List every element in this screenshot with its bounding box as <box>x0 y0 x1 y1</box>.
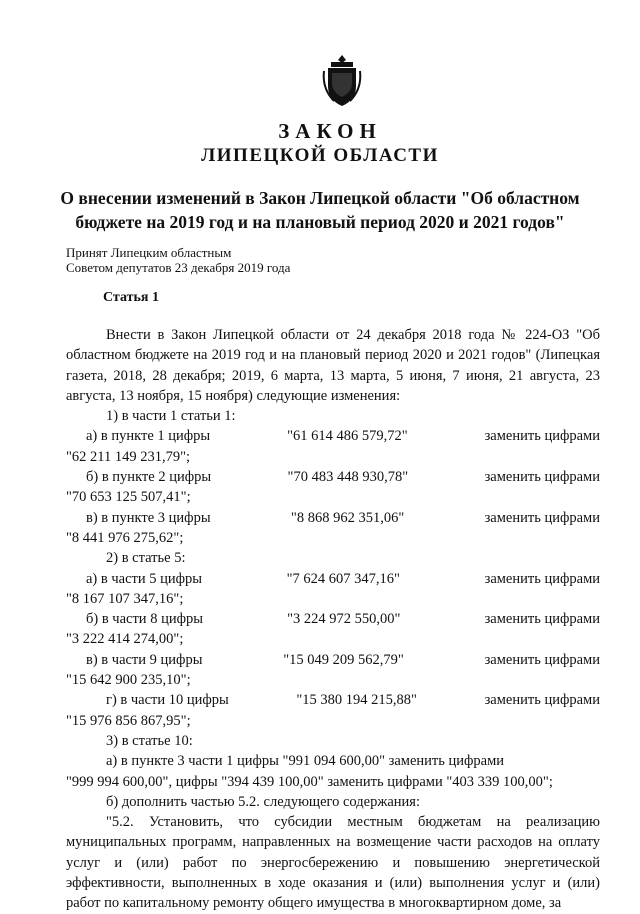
amendment-row <box>66 650 600 670</box>
amendment-action: заменить цифрами <box>484 651 600 668</box>
amendment-new: "8 441 976 275,62"; <box>66 529 184 546</box>
amendment-new: "62 211 149 231,79"; <box>66 448 191 465</box>
part-heading: 3) в статье 10: <box>106 732 193 749</box>
amendment-action: заменить цифрами <box>484 428 600 445</box>
adoption-line: Советом депутатов 23 декабря 2019 года <box>66 260 291 275</box>
amendment-ref: в) в пункте 3 цифры <box>86 509 211 526</box>
amendment-old: "3 224 972 550,00" <box>287 611 401 628</box>
quoted-provision: "5.2. Установить, что субсидии местным бюджетам на реализацию муниципальных программ, направленных на возмещение части расходов на оплату услуг и (или) работ по энергосбережению и повышению энергетической эффективности, выполненных в ходе оказания и (или) выполнения услуг и (или) работ по капитальному ремонту общего имущества в многоквартирном доме, за <box>66 814 600 912</box>
amendment-ref: в) в части 9 цифры <box>86 651 203 668</box>
intro-paragraph: Внести в Закон Липецкой области от 24 декабря 2018 года № 224-ОЗ "Об областном бюджете на 2019 год и на плановый период 2020 и 2021 годов" (Липецкая газета, 2018, 28 декабря; 2019, 6 марта, 13 марта, 5 июня, 7 июня, 21 августа, 23 августа, 13 ноября, 15 ноября) следующие изменения: <box>66 327 600 404</box>
amendment-new: "3 222 414 274,00"; <box>66 631 184 648</box>
amendment-old: "15 380 194 215,88" <box>296 692 417 709</box>
amendment-ref: б) в части 8 цифры <box>86 611 203 628</box>
amendment-ref: а) в части 5 цифры <box>86 570 203 587</box>
amendment-line: а) в пункте 3 части 1 цифры "991 094 600,00" заменить цифрами <box>106 753 505 770</box>
amendment-row <box>66 426 600 446</box>
article-heading: Статья 1 <box>103 290 159 305</box>
article-body <box>66 325 600 914</box>
amendment-row <box>66 609 600 629</box>
law-region: ЛИПЕЦКОЙ ОБЛАСТИ <box>201 145 439 166</box>
amendment-line: б) дополнить частью 5.2. следующего содержания: <box>106 793 420 810</box>
amendment-line: "999 994 600,00", цифры "394 439 100,00" заменить цифрами "403 339 100,00"; <box>66 773 553 790</box>
amendment-ref: г) в части 10 цифры <box>106 692 229 709</box>
law-subject <box>0 186 640 234</box>
amendment-action: заменить цифрами <box>484 469 600 486</box>
amendment-new: "15 976 856 867,95"; <box>66 712 191 729</box>
law-title: ЗАКОН <box>278 119 382 143</box>
amendment-action: заменить цифрами <box>484 509 600 526</box>
amendment-row <box>66 508 600 528</box>
amendment-row <box>66 569 600 589</box>
amendment-ref: б) в пункте 2 цифры <box>86 469 212 486</box>
amendment-action: заменить цифрами <box>484 611 600 628</box>
part-heading: 2) в статье 5: <box>106 550 186 567</box>
amendment-old: "61 614 486 579,72" <box>287 428 408 445</box>
amendment-new: "70 653 125 507,41"; <box>66 489 191 506</box>
amendment-old: "8 868 962 351,06" <box>290 509 405 526</box>
law-subject-line: бюджете на 2019 год и на плановый период 2020 и 2021 годов" <box>75 212 565 232</box>
amendment-action: заменить цифрами <box>484 692 600 709</box>
amendment-row <box>66 467 600 487</box>
amendment-old: "70 483 448 930,78" <box>287 469 409 486</box>
amendment-row <box>66 690 600 710</box>
amendment-old: "7 624 607 347,16" <box>286 570 400 587</box>
amendment-new: "8 167 107 347,16"; <box>66 590 184 607</box>
amendment-ref: а) в пункте 1 цифры <box>86 428 211 445</box>
coat-of-arms-icon <box>322 53 362 111</box>
amendment-new: "15 642 900 235,10"; <box>66 672 191 689</box>
part-heading: 1) в части 1 статьи 1: <box>106 408 236 425</box>
law-subject-line: О внесении изменений в Закон Липецкой области "Об областном <box>60 188 580 208</box>
amendment-old: "15 049 209 562,79" <box>283 651 404 668</box>
amendment-action: заменить цифрами <box>484 570 600 587</box>
adoption-line: Принят Липецким областным <box>66 245 232 260</box>
adoption-note <box>66 245 290 275</box>
